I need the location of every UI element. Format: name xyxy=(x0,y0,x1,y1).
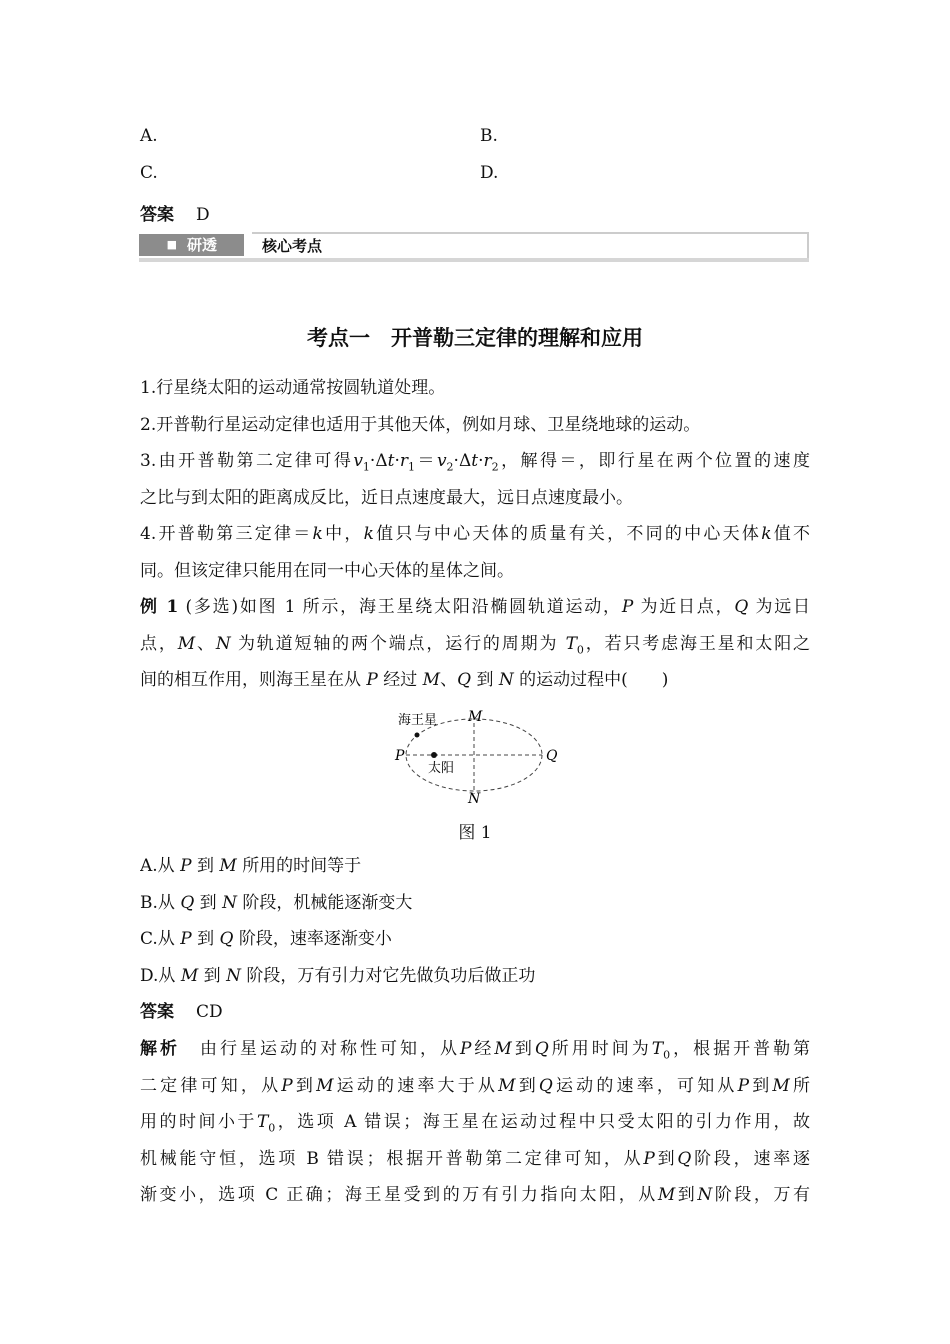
band-underline xyxy=(139,258,809,262)
sun-dot xyxy=(431,752,437,758)
option-d-label: D. xyxy=(480,163,499,183)
analysis-line-2: 二定律可知，从P到M运动的速率大于从M到Q运动的速率，可知从P到M所 xyxy=(140,1075,811,1096)
option-d: D.从 M 到 N 阶段，万有引力对它先做负功后做正功 xyxy=(140,965,536,986)
answer-label: 答案 xyxy=(140,205,174,225)
planet-dot xyxy=(415,733,420,738)
example-line-1: 例 1 (多选)如图 1 所示，海王星绕太阳沿椭圆轨道运动，P 为近日点，Q 为远日 xyxy=(140,597,811,617)
answer-line-1 xyxy=(140,200,210,225)
label-q: Q xyxy=(546,748,558,764)
option-c-label: C. xyxy=(140,163,158,183)
point-1: 1.行星绕太阳的运动通常按圆轨道处理。 xyxy=(140,378,446,398)
point-2: 2.开普勒行星运动定律也适用于其他天体，例如月球、卫星绕地球的运动。 xyxy=(140,414,701,435)
square-bullet-icon: ■ xyxy=(166,238,177,251)
analysis-line-5: 渐变小，选项 C 正确；海王星受到的万有引力指向太阳，从M到N阶段，万有 xyxy=(140,1185,811,1205)
option-b-label: B. xyxy=(480,126,498,146)
label-n: N xyxy=(468,791,481,806)
section-band xyxy=(139,232,809,260)
point-4-line-2: 同。但该定律只能用在同一中心天体的星体之间。 xyxy=(140,560,514,581)
example-line-2: 点，M、N 为轨道短轴的两个端点，运行的周期为 $T_0$，若只考虑海王星和太阳之 xyxy=(140,633,811,656)
answer-line-2: 答案 CD xyxy=(140,1002,223,1022)
band-right: 核心考点 xyxy=(252,232,809,258)
analysis-line-3: 用的时间小于$T_0$，选项 A 错误；海王星在运动过程中只受太阳的引力作用，故 xyxy=(140,1112,811,1135)
option-a-label: A. xyxy=(140,126,158,146)
analysis-line-1: 解析 由行星运动的对称性可知，从P经M到Q所用时间为$T_0$，根据开普勒第 xyxy=(140,1039,811,1062)
point-3-line-2: 之比与到太阳的距离成反比，近日点速度最大，远日点速度最小。 xyxy=(140,487,633,508)
analysis-block xyxy=(140,1031,810,1214)
example-block xyxy=(140,589,810,699)
section-title: 考点一 开普勒三定律的理解和应用 xyxy=(307,326,643,350)
orbit-figure xyxy=(390,706,560,806)
answer-value: D xyxy=(196,205,210,225)
analysis-line-4: 机械能守恒，选项 B 错误；根据开普勒第二定律可知，从P到Q阶段，速率逐 xyxy=(140,1148,810,1169)
point-4-line-1: 4.开普勒第三定律＝k中，k值只与中心天体的质量有关，不同的中心天体k值不 xyxy=(140,524,811,544)
option-a: A.从 P 到 M 所用的时间等于 xyxy=(140,856,362,876)
options-block xyxy=(140,848,810,1031)
band-left-label: 研透 xyxy=(187,236,218,254)
points-block xyxy=(140,370,810,589)
band-left xyxy=(139,234,244,256)
example-line-3: 间的相互作用，则海王星在从 P 经过 M、Q 到 N 的运动过程中( ) xyxy=(140,670,669,690)
figure-caption: 图 1 xyxy=(458,823,492,843)
label-p: P xyxy=(395,748,405,764)
planet-label: 海王星 xyxy=(398,713,438,728)
sun-label: 太阳 xyxy=(428,761,455,776)
point-3-line-1: 3.由开普勒第二定律可得$v_1\cdot\Delta t\cdot r_1=v_2\cdot\Delta t\cdot r_2$，解得＝，即行星在两个位置的速度 xyxy=(140,451,811,474)
option-c: C.从 P 到 Q 阶段，速率逐渐变小 xyxy=(140,929,392,949)
label-m: M xyxy=(468,709,483,725)
option-b: B.从 Q 到 N 阶段，机械能逐渐变大 xyxy=(140,892,413,913)
